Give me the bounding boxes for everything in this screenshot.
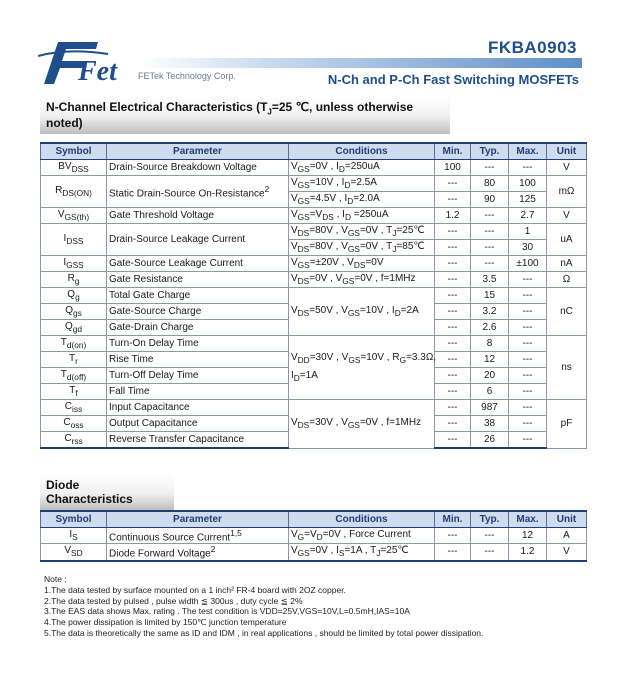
min-cell: ---: [435, 400, 471, 416]
min-cell: ---: [435, 384, 471, 400]
condition-cell: $V_{GS}=10V$ , $I_D=2.5A$: [289, 176, 435, 192]
min-cell: ---: [435, 240, 471, 256]
max-cell: ---: [509, 320, 547, 336]
min-cell: ---: [435, 176, 471, 192]
min-cell: ---: [435, 416, 471, 432]
condition-cell: $V_{DS}=30V$ , $V_{GS}=0V$ , f=1MHz: [289, 400, 435, 449]
parameter-cell: Gate Threshold Voltage: [107, 208, 289, 224]
unit-cell: nA: [547, 256, 587, 272]
document-subtitle: N-Ch and P-Ch Fast Switching MOSFETs: [327, 72, 579, 87]
typ-cell: ---: [471, 528, 509, 544]
symbol-cell: $T_f$: [41, 384, 107, 400]
unit-cell: pF: [547, 400, 587, 449]
min-cell: ---: [435, 368, 471, 384]
part-number: FKBA0903: [487, 38, 577, 57]
notes: [44, 574, 483, 639]
typ-cell: ---: [471, 240, 509, 256]
table-row: [41, 160, 587, 176]
col-header: Symbol: [41, 511, 107, 528]
notes-heading: Note :: [44, 574, 67, 584]
parameter-cell: Turn-On Delay Time: [107, 336, 289, 352]
col-header: Unit: [547, 143, 587, 160]
parameter-cell: Drain-Source Breakdown Voltage: [107, 160, 289, 176]
max-cell: ---: [509, 384, 547, 400]
min-cell: ---: [435, 288, 471, 304]
typ-cell: ---: [471, 160, 509, 176]
note-item: 4.The power dissipation is limited by 150℃ junction temperature: [44, 617, 287, 628]
symbol-cell: $Q_{gd}$: [41, 320, 107, 336]
max-cell: 125: [509, 192, 547, 208]
col-header: Max.: [509, 511, 547, 528]
typ-cell: ---: [471, 256, 509, 272]
min-cell: 1.2: [435, 208, 471, 224]
condition-cell: $V_{GS}=\pm 20V$ , $V_{DS}=0V$: [289, 256, 435, 272]
symbol-cell: $C_{iss}$: [41, 400, 107, 416]
typ-cell: ---: [471, 208, 509, 224]
note-item: 1.The data tested by surface mounted on a 1 inch² FR-4 board with 2OZ copper.: [44, 584, 346, 595]
typ-cell: 8: [471, 336, 509, 352]
symbol-cell: $T_{d(off)}$: [41, 368, 107, 384]
min-cell: ---: [435, 192, 471, 208]
typ-cell: 38: [471, 416, 509, 432]
parameter-cell: Drain-Source Leakage Current: [107, 224, 289, 256]
parameter-cell: Continuous Source Current$^{1,5}$: [107, 528, 289, 544]
table-row: [41, 208, 587, 224]
max-cell: 100: [509, 176, 547, 192]
max-cell: 30: [509, 240, 547, 256]
table-row: [41, 224, 587, 240]
table-header-row: [41, 511, 587, 528]
parameter-cell: Fall Time: [107, 384, 289, 400]
typ-cell: 987: [471, 400, 509, 416]
min-cell: ---: [435, 320, 471, 336]
parameter-cell: Gate Resistance: [107, 272, 289, 288]
parameter-cell: Reverse Transfer Capacitance: [107, 432, 289, 449]
unit-cell: V: [547, 208, 587, 224]
col-header: Unit: [547, 511, 587, 528]
table-row: [41, 336, 587, 352]
col-header: Parameter: [107, 143, 289, 160]
col-header: Max.: [509, 143, 547, 160]
col-header: Typ.: [471, 143, 509, 160]
typ-cell: ---: [471, 224, 509, 240]
col-header: Conditions: [289, 143, 435, 160]
max-cell: 1.2: [509, 544, 547, 561]
symbol-cell: $Q_g$: [41, 288, 107, 304]
min-cell: ---: [435, 256, 471, 272]
symbol-cell: $R_{DS(ON)}$: [41, 176, 107, 208]
table-row: [41, 528, 587, 544]
unit-cell: nC: [547, 288, 587, 336]
condition-cell: $V_{DS}=80V$ , $V_{GS}=0V$ , $T_J=85℃$: [289, 240, 435, 256]
condition-cell: $V_G=V_D=0V$ , Force Current: [289, 528, 435, 544]
symbol-cell: $T_{d(on)}$: [41, 336, 107, 352]
max-cell: ---: [509, 272, 547, 288]
symbol-cell: $R_g$: [41, 272, 107, 288]
note-item: 3.The EAS data shows Max. rating . The test condition is VDD=25V,VGS=10V,L=0.5mH,IAS=10A: [44, 606, 410, 617]
parameter-cell: Gate-Source Leakage Current: [107, 256, 289, 272]
unit-cell: A: [547, 528, 587, 544]
col-header: Parameter: [107, 511, 289, 528]
nchannel-table: [40, 142, 587, 449]
max-cell: ---: [509, 160, 547, 176]
col-header: Min.: [435, 511, 471, 528]
table-row: [41, 272, 587, 288]
typ-cell: 20: [471, 368, 509, 384]
min-cell: ---: [435, 272, 471, 288]
max-cell: ---: [509, 288, 547, 304]
unit-cell: ns: [547, 336, 587, 400]
parameter-cell: Gate-Source Charge: [107, 304, 289, 320]
symbol-cell: $V_{SD}$: [41, 544, 107, 561]
table-row: [41, 176, 587, 192]
typ-cell: 15: [471, 288, 509, 304]
typ-cell: 2.6: [471, 320, 509, 336]
nchannel-section-title: N-Channel Electrical Characteristics ($T_J=25$ ℃, unless otherwise noted): [40, 96, 450, 134]
unit-cell: mΩ: [547, 176, 587, 208]
col-header: Min.: [435, 143, 471, 160]
table-row: [41, 256, 587, 272]
unit-cell: Ω: [547, 272, 587, 288]
symbol-cell: $T_r$: [41, 352, 107, 368]
parameter-cell: Gate-Drain Charge: [107, 320, 289, 336]
typ-cell: ---: [471, 544, 509, 561]
condition-cell: $V_{DS}=50V$ , $V_{GS}=10V$ , $I_D=2A$: [289, 288, 435, 336]
max-cell: ---: [509, 368, 547, 384]
condition-cell: $V_{GS}=V_{DS}$ , $I_D =250uA$: [289, 208, 435, 224]
max-cell: ---: [509, 432, 547, 449]
condition-cell: $V_{GS}=0V$ , $I_S=1A$ , $T_J=25℃$: [289, 544, 435, 561]
symbol-cell: $C_{rss}$: [41, 432, 107, 449]
header-bar: [138, 58, 582, 68]
typ-cell: 6: [471, 384, 509, 400]
unit-cell: V: [547, 544, 587, 561]
parameter-cell: Static Drain-Source On-Resistance$^2$: [107, 176, 289, 208]
symbol-cell: $C_{oss}$: [41, 416, 107, 432]
max-cell: 2.7: [509, 208, 547, 224]
symbol-cell: $Q_{gs}$: [41, 304, 107, 320]
min-cell: 100: [435, 160, 471, 176]
unit-cell: uA: [547, 224, 587, 256]
logo-text: Fet: [78, 56, 117, 87]
table-header-row: [41, 143, 587, 160]
max-cell: ---: [509, 352, 547, 368]
company-name: FETek Technology Corp.: [138, 71, 236, 81]
parameter-cell: Total Gate Charge: [107, 288, 289, 304]
typ-cell: 26: [471, 432, 509, 449]
table-row: [41, 544, 587, 561]
typ-cell: 90: [471, 192, 509, 208]
table-row: [41, 288, 587, 304]
condition-cell: $V_{DS}=0V$ , $V_{GS}=0V$ , f=1MHz: [289, 272, 435, 288]
max-cell: ---: [509, 400, 547, 416]
symbol-cell: $I_{DSS}$: [41, 224, 107, 256]
col-header: Conditions: [289, 511, 435, 528]
note-item: 5.The data is theoretically the same as ID and IDM , in real applications , should be limited by total power dissipation.: [44, 627, 484, 638]
condition-cell: $V_{GS}=4.5V$ , $I_D=2.0A$: [289, 192, 435, 208]
diode-section-title: Diode Characteristics: [40, 474, 174, 510]
min-cell: ---: [435, 432, 471, 449]
max-cell: ---: [509, 416, 547, 432]
col-header: Typ.: [471, 511, 509, 528]
min-cell: ---: [435, 544, 471, 561]
symbol-cell: $BV_{DSS}$: [41, 160, 107, 176]
min-cell: ---: [435, 224, 471, 240]
condition-cell: $V_{DD}=30V$ , $V_{GS}=10V$ , $R_G=3.3\Omega$, $I_D=1A$: [289, 336, 435, 400]
max-cell: 12: [509, 528, 547, 544]
max-cell: ---: [509, 336, 547, 352]
note-item: 2.The data tested by pulsed , pulse width ≦ 300us , duty cycle ≦ 2%: [44, 595, 303, 606]
parameter-cell: Output Capacitance: [107, 416, 289, 432]
max-cell: ±100: [509, 256, 547, 272]
min-cell: ---: [435, 336, 471, 352]
parameter-cell: Diode Forward Voltage$^2$: [107, 544, 289, 561]
typ-cell: 80: [471, 176, 509, 192]
typ-cell: 3.2: [471, 304, 509, 320]
symbol-cell: $I_{GSS}$: [41, 256, 107, 272]
condition-cell: $V_{DS}=80V$ , $V_{GS}=0V$ , $T_J=25℃$: [289, 224, 435, 240]
symbol-cell: $I_S$: [41, 528, 107, 544]
typ-cell: 12: [471, 352, 509, 368]
table-row: [41, 400, 587, 416]
diode-table: [40, 510, 587, 562]
fetek-logo: [38, 34, 138, 88]
parameter-cell: Rise Time: [107, 352, 289, 368]
max-cell: 1: [509, 224, 547, 240]
min-cell: ---: [435, 352, 471, 368]
col-header: Symbol: [41, 143, 107, 160]
min-cell: ---: [435, 528, 471, 544]
parameter-cell: Turn-Off Delay Time: [107, 368, 289, 384]
min-cell: ---: [435, 304, 471, 320]
unit-cell: V: [547, 160, 587, 176]
typ-cell: 3.5: [471, 272, 509, 288]
parameter-cell: Input Capacitance: [107, 400, 289, 416]
symbol-cell: $V_{GS(th)}$: [41, 208, 107, 224]
condition-cell: $V_{GS}=0V$ , $I_D=250uA$: [289, 160, 435, 176]
max-cell: ---: [509, 304, 547, 320]
